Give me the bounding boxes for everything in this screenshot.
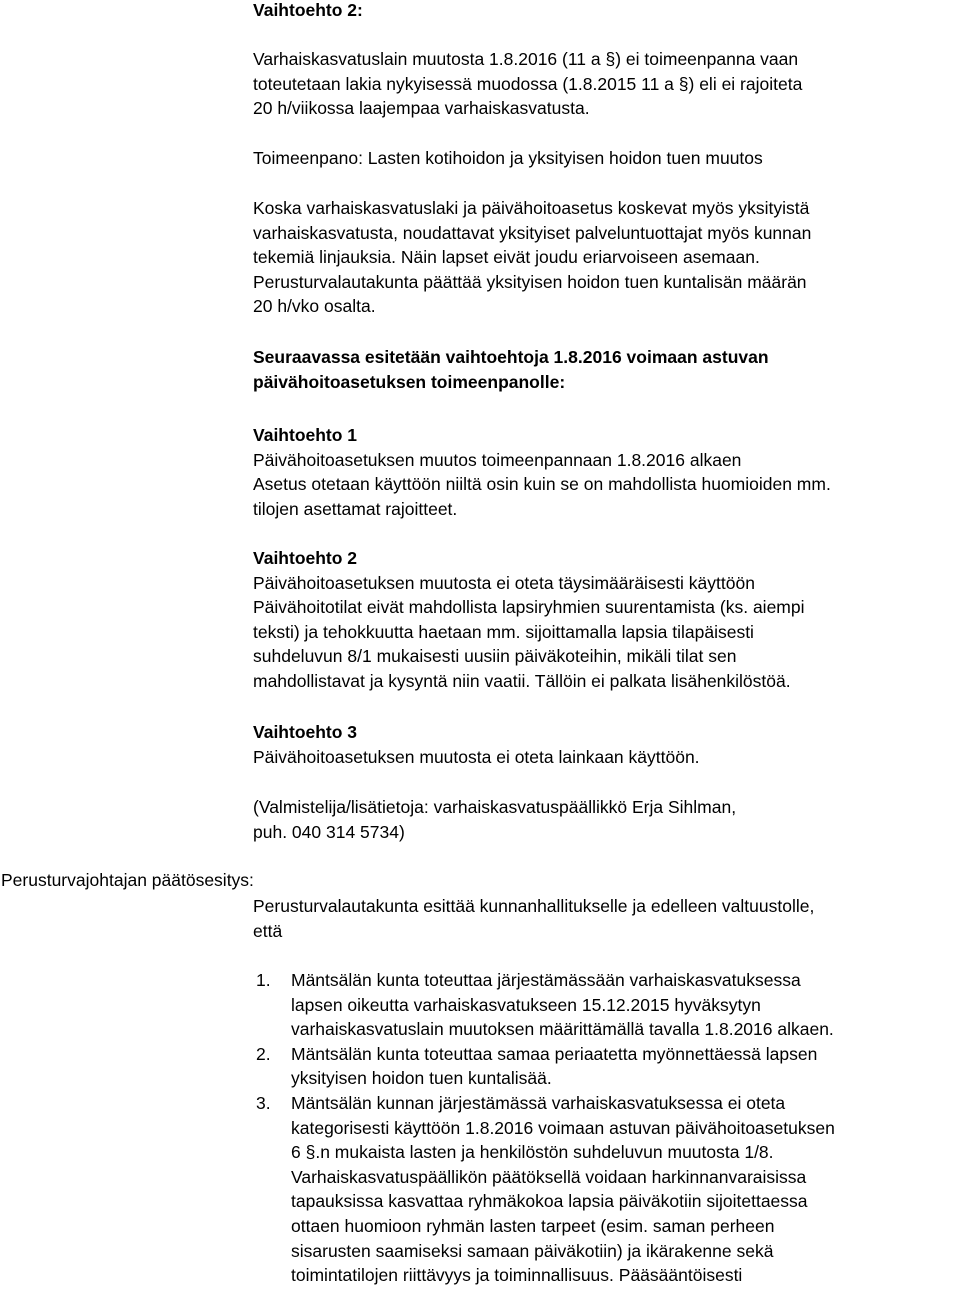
- text-line: Toimeenpano: Lasten kotihoidon ja yksityisen hoidon tuen muutos: [253, 148, 763, 168]
- list-item: [253, 1042, 958, 1091]
- law-change-paragraph: [253, 47, 956, 121]
- text-line: kategorisesti käyttöön 1.8.2016 voimaan astuvan päivähoitoasetuksen: [291, 1117, 835, 1138]
- list-number: 2.: [256, 1043, 271, 1064]
- text-line: teksti) ja tehokkuutta haetaan mm. sijoittamalla lapsia tilapäisesti: [253, 621, 754, 642]
- proposal-label: Perusturvajohtajan päätösesitys:: [1, 870, 254, 890]
- text-line: tekemiä linjauksia. Näin lapset eivät joudu eriarvoiseen asemaan.: [253, 247, 760, 268]
- private-care-paragraph: [253, 196, 956, 319]
- proposal-list: [253, 968, 958, 1288]
- text-line: Mäntsälän kunta toteuttaa samaa periaatetta myönnettäessä lapsen: [291, 1043, 818, 1064]
- text-line: Päivähoitotilat eivät mahdollista lapsiryhmien suurentamista (ks. aiempi: [253, 597, 805, 618]
- option2-top-heading: Vaihtoehto 2:: [253, 0, 363, 20]
- text-line: Päivähoitoasetuksen muutosta ei oteta lainkaan käyttöön.: [253, 746, 700, 767]
- preparer-note: [253, 795, 956, 844]
- text-line: suhdeluvun 8/1 mukaisesti uusiin päiväkoteihin, mikäli tilat sen: [253, 646, 737, 667]
- text-line: Perusturvalautakunta esittää kunnanhallitukselle ja edelleen valtuustolle,: [253, 896, 815, 916]
- option1-section: [253, 423, 956, 521]
- list-item: [253, 968, 958, 1042]
- list-number: 3.: [256, 1092, 271, 1113]
- option3-title: Vaihtoehto 3: [253, 722, 358, 742]
- text-line: varhaiskasvatusta, noudattavat yksityiset palveluntuottajat myös kunnan: [253, 222, 812, 243]
- text-line: tilojen asettamat rajoitteet.: [253, 498, 458, 519]
- text-line: sisarusten saamiseksi samaan päiväkotiin) ja ikärakenne sekä: [291, 1240, 774, 1261]
- text-line: 20 h/vko osalta.: [253, 296, 376, 317]
- text-line: puh. 040 314 5734): [253, 821, 405, 842]
- option2-section: [253, 546, 956, 694]
- list-item: [253, 1091, 958, 1288]
- text-line: yksityisen hoidon tuen kuntalisää.: [291, 1068, 552, 1089]
- text-line: että: [253, 920, 283, 941]
- options-intro-heading: [253, 345, 956, 394]
- text-line: Asetus otetaan käyttöön niiltä osin kuin se on mahdollista huomioiden mm.: [253, 474, 831, 495]
- text-line: ottaen huomioon ryhmän lasten tarpeet (esim. saman perheen: [291, 1215, 775, 1236]
- option2-title: Vaihtoehto 2: [253, 548, 358, 568]
- text-line: päivähoitoasetuksen toimeenpanolle:: [253, 371, 566, 392]
- implementation-heading: [253, 146, 956, 171]
- text-line: Varhaiskasvatuslain muutosta 1.8.2016 (11 a §) ei toimeenpanna vaan: [253, 49, 799, 69]
- text-line: Seuraavassa esitetään vaihtoehtoja 1.8.2016 voimaan astuvan: [253, 347, 769, 367]
- text-line: 6 §.n mukaista lasten ja henkilöstön suhdeluvun muutosta 1/8.: [291, 1142, 774, 1163]
- text-line: (Valmistelija/lisätietoja: varhaiskasvatuspäällikkö Erja Sihlman,: [253, 797, 737, 817]
- text-line: Mäntsälän kunta toteuttaa järjestämässään varhaiskasvatuksessa: [291, 970, 801, 990]
- text-line: lapsen oikeutta varhaiskasvatukseen 15.12.2015 hyväksytyn: [291, 994, 761, 1015]
- text-line: Koska varhaiskasvatuslaki ja päivähoitoasetus koskevat myös yksityistä: [253, 198, 810, 218]
- text-line: Päivähoitoasetuksen muutos toimeenpannaan 1.8.2016 alkaen: [253, 449, 742, 470]
- text-line: tapauksissa kasvattaa ryhmäkokoa lapsia päiväkotiin sijoitettaessa: [291, 1191, 808, 1212]
- text-line: mahdollistavat ja kysyntä niin vaatii. Tällöin ei palkata lisähenkilöstöä.: [253, 670, 791, 691]
- option3-section: [253, 720, 956, 769]
- text-line: Mäntsälän kunnan järjestämässä varhaiskasvatuksessa ei oteta: [291, 1092, 786, 1113]
- text-line: 20 h/viikossa laajempaa varhaiskasvatusta.: [253, 98, 590, 119]
- option1-title: Vaihtoehto 1: [253, 425, 358, 445]
- list-number: 1.: [256, 970, 271, 990]
- text-line: toimintatilojen riittävyys ja toiminnallisuus. Pääsääntöisesti: [291, 1265, 743, 1286]
- text-line: varhaiskasvatuslain muutoksen määrittämällä tavalla 1.8.2016 alkaen.: [291, 1019, 834, 1040]
- text-line: toteutetaan lakia nykyisessä muodossa (1.8.2015 11 a §) eli ei rajoiteta: [253, 73, 803, 94]
- text-line: Varhaiskasvatuspäällikön päätöksellä voidaan harkinnanvaraisissa: [291, 1166, 807, 1187]
- text-line: Päivähoitoasetuksen muutosta ei oteta täysimääräisesti käyttöön: [253, 572, 755, 593]
- text-line: Perusturvalautakunta päättää yksityisen hoidon tuen kuntalisän määrän: [253, 271, 807, 292]
- proposal-intro: [253, 894, 956, 943]
